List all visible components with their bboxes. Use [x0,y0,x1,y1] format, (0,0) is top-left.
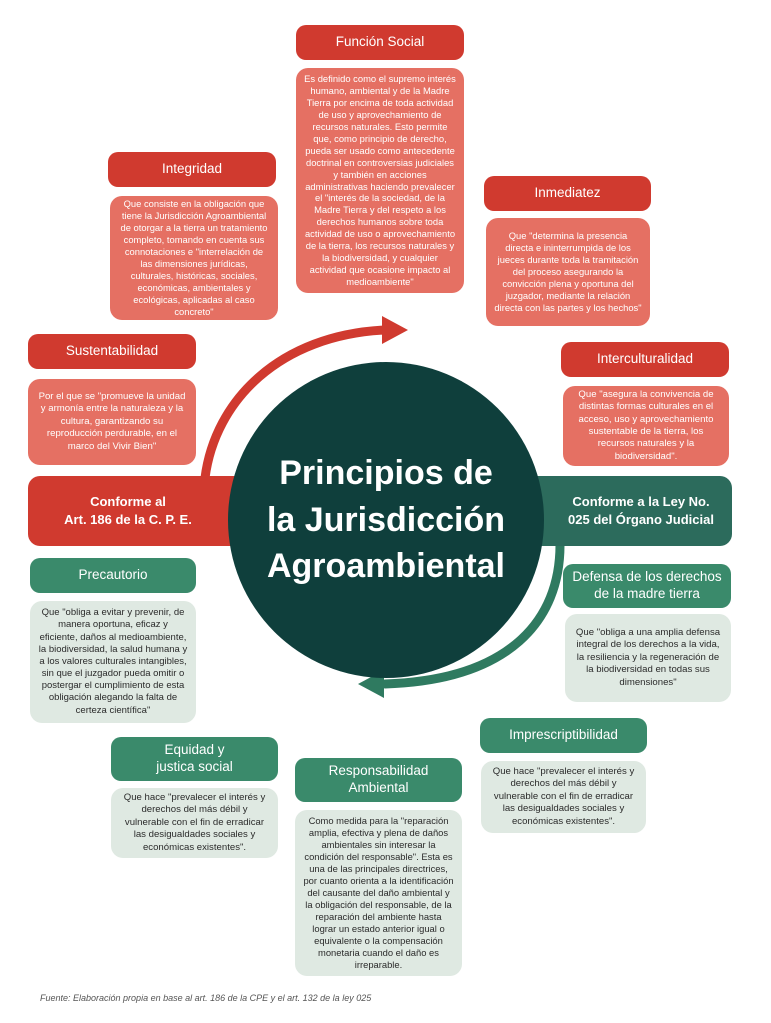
header-responsabilidad [295,758,462,802]
header-inmediatez [484,176,651,211]
header-equidad [111,737,278,781]
header-sustentabilidad [28,334,196,369]
header-defensa [563,564,731,608]
box-integridad-text: Que consiste en la obligación que tiene la Jurisdicción Agroambiental de otorgar a la tierra un tratamiento completo, tomando en cuenta sus connotaciones e "interrelación de las dimensiones jurídicas, culturales, históricas, sociales, económicas, ambientales y ecológicas, aplicadas al caso concreto" [120,198,268,317]
header-inmediatez-label: Inmediatez [534,185,601,201]
red-arrowhead [382,316,408,344]
box-sustentabilidad [28,379,196,465]
box-integridad [110,196,278,320]
box-inmediatez [486,218,650,326]
header-integridad [108,152,276,187]
center-title: Principios de la Jurisdicción Agroambiental [266,453,506,586]
box-precautorio-text: Que "obliga a evitar y prevenir, de manera oportuna, eficaz y eficiente, daños al medioambiente, la biodiversidad, la salud humana y a los valores culturales intangibles, sin que el juzgador pueda omitir o postergar el cumplimiento de esta obligación alegando la falta de certeza científica" [38,607,188,716]
box-responsabilidad [295,810,462,976]
header-interculturalidad [561,342,729,377]
left-band-label: Conforme al Art. 186 de la C. P. E. [64,494,192,527]
header-sustentabilidad-label: Sustentabilidad [65,343,159,359]
box-defensa [565,614,731,702]
source-note: Fuente: Elaboración propia en base al art. 186 de la CPE y el art. 132 de la ley 025 [40,993,372,1003]
header-equidad-label: Equidad y justica social [156,742,233,774]
header-funcion-social-label: Función Social [335,34,425,50]
box-funcion-social-text: Es definido como el supremo interés humano, ambiental y de la Madre Tierra por encima de toda actividad de uso y aprovechamiento de recursos naturales. Esto permite que, como principio de derecho, pueda ser usado como antecedente doctrinal en controversias judiciales y también en acciones administrativas haciendo prevalecer el "interés de la sociedad, de la Madre Tierra y del respeto a los derechos humanos sobre toda actividad de uso o aprovechamiento de la tierra, los recursos naturales y la biodiversidad, y cualquier actividad que ocasione impacto al medioambiente" [304,73,456,287]
box-defensa-text: Que "obliga a una amplia defensa integral de los derechos a la vida, la resiliencia y la regeneración de la biodiversidad en todas sus dimensiones" [575,626,721,688]
box-imprescriptibilidad [481,761,646,833]
box-interculturalidad-text: Que "asegura la convivencia de distintas formas culturales en el acceso, uso y aprovechamiento sustentable de la tierra, los recursos naturales y la biodiversidad". [578,388,714,462]
header-imprescriptibilidad [480,718,647,753]
box-sustentabilidad-text: Por el que se "promueve la unidad y armonía entre la naturaleza y la cultura, garantizando su reproducción perdurable, en el marco del Vivir Bien" [38,390,186,452]
header-responsabilidad-label: Responsabilidad Ambiental [328,763,429,795]
box-equidad-text: Que hace "prevalecer el interés y derechos del más débil y vulnerable con el fin de erradicar las desigualdades sociales y económicas existentes". [123,791,266,853]
box-inmediatez-text: Que "determina la presencia directa e ininterrumpida de los jueces durante toda la tramitación del proceso asegurando la convicción plena y oportuna del juzgador, mediante la relación directa con las partes y los hechos" [494,230,642,313]
box-equidad [111,788,278,858]
header-interculturalidad-label: Interculturalidad [596,351,694,367]
left-band [28,476,238,546]
box-imprescriptibilidad-text: Que hace "prevalecer el interés y derechos del más débil y vulnerable con el fin de erradicar las desigualdades sociales y económicas existentes". [492,765,635,827]
box-responsabilidad-text: Como medida para la "reparación amplia, efectiva y plena de daños ambientales sin interesar la condición del responsable". Esta es una de las principales directrices, por cuanto orienta a la identificación del causante del daño ambiental y la obligación del responsable, de la reparación del ambiente hasta lograr un estado anterior igual o equivalente o la compensación monetaria cuando el daño es irreparable. [303,815,454,970]
right-band-label: Conforme a la Ley No. 025 del Órgano Judicial [568,494,714,527]
box-precautorio [30,601,196,723]
header-integridad-label: Integridad [161,161,223,177]
header-precautorio [30,558,196,593]
header-precautorio-label: Precautorio [78,567,148,583]
right-band [536,476,732,546]
box-funcion-social [296,68,464,293]
header-funcion-social [296,25,464,60]
center-circle [228,362,544,678]
box-interculturalidad [563,386,729,466]
header-imprescriptibilidad-label: Imprescriptibilidad [509,727,618,743]
header-defensa-label: Defensa de los derechos de la madre tierra [572,569,722,601]
